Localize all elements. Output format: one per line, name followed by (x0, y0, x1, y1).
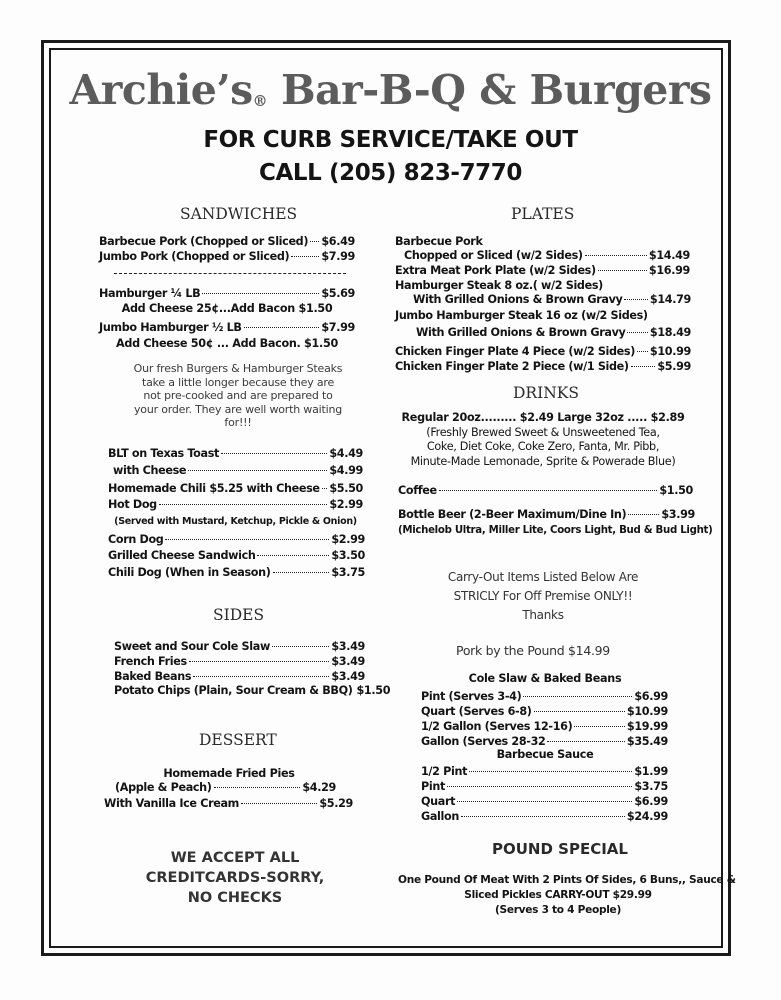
menu-item: Chopped or Sliced (w/2 Sides) $14.49 (404, 249, 690, 262)
menu-item: BLT on Texas Toast $4.49 (108, 447, 363, 460)
menu-item: Extra Meat Pork Plate (w/2 Sides) $16.99 (395, 264, 690, 277)
drinks-heading: DRINKS (513, 384, 579, 402)
special-line-2: Sliced Pickles CARRY-OUT $29.99 (464, 889, 652, 901)
pound-special-heading: POUND SPECIAL (492, 840, 628, 858)
menu-item: Sweet and Sour Cole Slaw $3.49 (114, 640, 365, 653)
menu-item: Hamburger ¼ LB $5.69 (99, 287, 355, 300)
fried-pies-title: Homemade Fried Pies (163, 767, 295, 780)
phone-line: CALL (205) 823-7770 (258, 160, 522, 186)
pork-by-pound: Pork by the Pound $14.99 (456, 643, 610, 658)
menu-item: With Grilled Onions & Brown Gravy $18.49 (416, 326, 691, 339)
menu-item: Grilled Cheese Sandwich $3.50 (108, 549, 365, 562)
steak16-title: Jumbo Hamburger Steak 16 oz (w/2 Sides) (395, 309, 648, 322)
menu-item: Hot Dog $2.99 (108, 498, 363, 511)
menu-item: French Fries $3.49 (114, 655, 365, 668)
divider (114, 273, 346, 274)
drink-list-2: Coke, Diet Coke, Coke Zero, Fanta, Mr. Pibb, (426, 440, 660, 453)
menu-item: (Apple & Peach) $4.29 (115, 781, 336, 794)
menu-item: Jumbo Pork (Chopped or Sliced) $7.99 (99, 250, 355, 263)
restaurant-title: Archie’s® Bar-B-Q & Burgers (69, 66, 712, 114)
sides-heading: SIDES (213, 606, 265, 624)
menu-item: Gallon (Serves 28-32 $35.49 (421, 735, 668, 748)
menu-item: Gallon $24.99 (421, 810, 668, 823)
menu-item: Chicken Finger Plate 2 Piece (w/1 Side) $5.99 (395, 360, 691, 373)
menu-item: Baked Beans $3.49 (114, 670, 365, 683)
drink-list-3: Minute-Made Lemonade, Sprite & Powerade Blue) (410, 455, 676, 468)
sauce-title: Barbecue Sauce (496, 748, 594, 761)
special-line-3: (Serves 3 to 4 People) (495, 904, 621, 916)
menu-item: with Cheese $4.99 (113, 464, 363, 477)
beer-list: (Michelob Ultra, Miller Lite, Coors Light, Bud & Bud Light) (398, 525, 713, 536)
jumbo-burger-addon: Add Cheese 50¢ ... Add Bacon. $1.50 (116, 337, 338, 350)
sandwiches-heading: SANDWICHES (180, 205, 298, 223)
menu-item: Jumbo Hamburger ½ LB $7.99 (99, 321, 355, 334)
dessert-heading: DESSERT (199, 731, 277, 749)
menu-item: Potato Chips (Plain, Sour Cream & BBQ) $1.50 (114, 684, 391, 697)
menu-item: Chili Dog (When in Season) $3.75 (108, 566, 365, 579)
menu-item: Barbecue Pork (Chopped or Sliced) $6.49 (99, 235, 355, 248)
menu-item: Pint (Serves 3-4) $6.99 (421, 690, 668, 703)
bbq-pork-title: Barbecue Pork (395, 235, 483, 248)
menu-item: 1/2 Gallon (Serves 12-16) $19.99 (421, 720, 668, 733)
menu-item: With Vanilla Ice Cream $5.29 (104, 797, 353, 810)
drink-sizes: Regular 20oz......... $2.49 Large 32oz ..... $2.89 (401, 411, 685, 424)
burger-addon: Add Cheese 25¢...Add Bacon $1.50 (121, 302, 333, 315)
drink-list-1: (Freshly Brewed Sweet & Unsweetened Tea, (426, 426, 660, 439)
steak8-title: Hamburger Steak 8 oz.( w/2 Sides) (395, 279, 603, 292)
hotdog-note: (Served with Mustard, Ketchup, Pickle & Onion) (114, 516, 357, 527)
slaw-title: Cole Slaw & Baked Beans (468, 672, 622, 685)
menu-item: With Grilled Onions & Brown Gravy $14.79 (413, 293, 691, 306)
menu-item: Bottle Beer (2-Beer Maximum/Dine In) $3.99 (398, 508, 695, 521)
payment-note: WE ACCEPT ALL CREDITCARDS-SORRY, NO CHECKS (145, 850, 325, 906)
burger-note: Our fresh Burgers & Hamburger Steaks take a little longer because they are not pre-cooked and are prepared to your order. They are well worth waiting for!!! (133, 362, 343, 429)
menu-item: Chicken Finger Plate 4 Piece (w/2 Sides) $10.99 (395, 345, 691, 358)
menu-item: Pint $3.75 (421, 780, 668, 793)
curb-service-line: FOR CURB SERVICE/TAKE OUT (203, 127, 578, 153)
carryout-note: Carry-Out Items Listed Below Are STRICLY For Off Premise ONLY!! Thanks (447, 570, 639, 622)
menu-item: 1/2 Pint $1.99 (421, 765, 668, 778)
menu-item: Corn Dog $2.99 (108, 533, 365, 546)
plates-heading: PLATES (511, 205, 575, 223)
menu-item: Quart $6.99 (421, 795, 668, 808)
menu-item: Homemade Chili $5.25 with Cheese $5.50 (108, 482, 363, 495)
menu-item: Quart (Serves 6-8) $10.99 (421, 705, 668, 718)
special-line-1: One Pound Of Meat With 2 Pints Of Sides, 6 Buns,, Sauce & (398, 874, 736, 886)
menu-item: Coffee $1.50 (398, 484, 693, 497)
